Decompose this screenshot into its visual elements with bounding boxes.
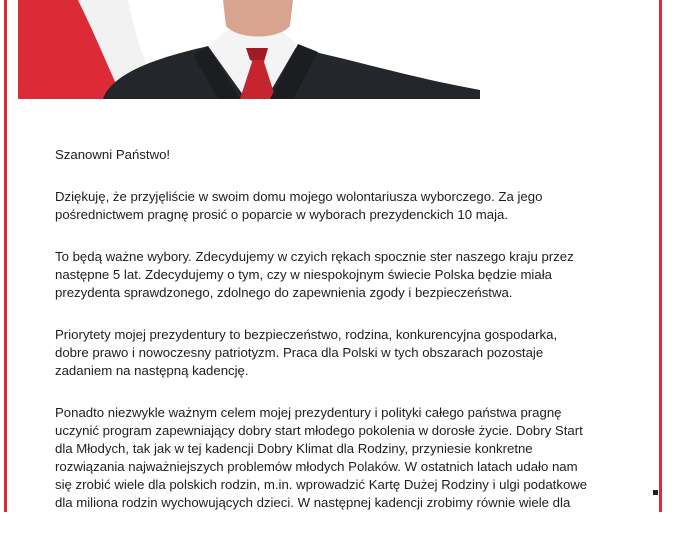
page-border-right [659, 0, 662, 512]
letter-paragraph-4: Ponadto niezwykle ważnym celem mojej prezydentury i polityki całego państwa pragnę uczynić program zapewniający dobry start młodego pokolenia w dorosłe życie. Dobry Start dla Młodych, tak jak w tej kadencji Dobry Klimat dla Rodziny, przyniesie konkretne rozwiązania najważniejszych problemów młodych Polaków. W ostatnich latach udało nam się zrobić wiele dla polskich rodzin, m.in. wprowadzić Kartę Dużej Rodziny i ulgi podatkowe dla miliona rodzin wychowujących dzieci. W następnej kadencji zrobimy równie wiele dla [55, 405, 588, 510]
header-portrait-photo [18, 0, 480, 99]
letter-paragraph-3: Priorytety mojej prezydentury to bezpieczeństwo, rodzina, konkurencyjna gospodarka, dobre prawo i nowoczesny patriotyzm. Praca dla Polski w tych obszarach pozostaje zadaniem na następną kadencję. [55, 327, 558, 378]
page-corner-mark [653, 490, 658, 495]
letter-salutation: Szanowni Państwo! [55, 147, 171, 162]
letter-paragraph-1: Dziękuję, że przyjęliście w swoim domu mojego wolontariusza wyborczego. Za jego pośrednictwem pragnę prosić o poparcie w wyborach prezydenckich 10 maja. [55, 189, 543, 222]
letter-body [55, 146, 615, 536]
face-chin [223, 0, 293, 37]
letter-paragraph-2: To będą ważne wybory. Zdecydujemy w czyich rękach spocznie ster naszego kraju przez następne 5 lat. Zdecydujemy o tym, czy w niespokojnym świecie Polska będzie miała prezydenta sprawdzonego, zdolnego do zapewnienia zgody i bezpieczeństwa. [55, 249, 574, 300]
page-border-left [4, 0, 7, 512]
